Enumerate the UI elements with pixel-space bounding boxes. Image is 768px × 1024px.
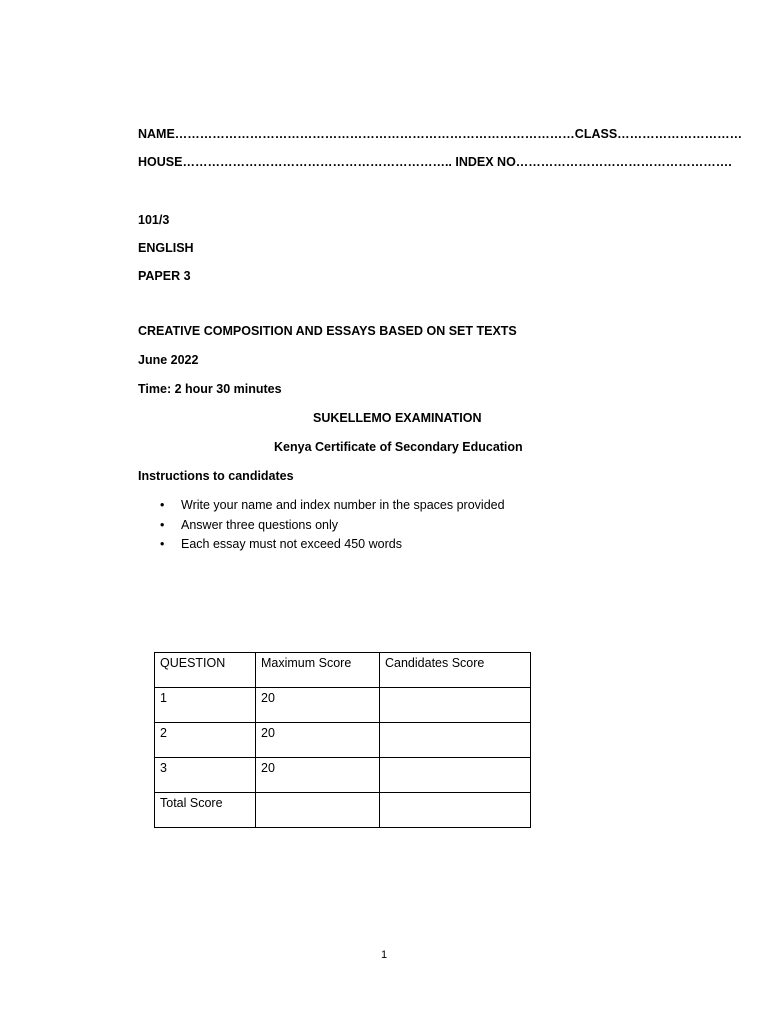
instructions-list bbox=[138, 497, 505, 556]
bullet-icon: • bbox=[160, 498, 165, 512]
table-row bbox=[155, 688, 531, 723]
paper-number: PAPER 3 bbox=[138, 269, 191, 283]
header-cell-max-score: Maximum Score bbox=[256, 653, 380, 688]
instruction-text: Write your name and index number in the spaces provided bbox=[181, 498, 505, 512]
bullet-icon: • bbox=[160, 537, 165, 551]
candidate-score-cell[interactable] bbox=[380, 723, 531, 758]
question-cell: 3 bbox=[155, 758, 256, 793]
instruction-text: Each essay must not exceed 450 words bbox=[181, 537, 402, 551]
house-index-line: HOUSE……………………………………………………….. INDEX NO……………………………………………. bbox=[138, 155, 732, 169]
list-item bbox=[138, 497, 505, 517]
score-table bbox=[154, 652, 531, 828]
instruction-text: Answer three questions only bbox=[181, 517, 339, 532]
bullet-icon: • bbox=[160, 517, 165, 532]
total-candidate-cell[interactable] bbox=[380, 793, 531, 828]
max-score-cell: 20 bbox=[256, 758, 380, 793]
candidate-score-cell[interactable] bbox=[380, 758, 531, 793]
paper-code: 101/3 bbox=[138, 213, 170, 227]
table-header-row bbox=[155, 653, 531, 688]
name-class-line: NAME……………………………………………………………………………………CLASS………………………… bbox=[138, 127, 743, 141]
list-item bbox=[138, 517, 505, 537]
exam-time: Time: 2 hour 30 minutes bbox=[138, 382, 282, 396]
exam-date: June 2022 bbox=[138, 353, 199, 367]
exam-name: SUKELLEMO EXAMINATION bbox=[313, 411, 482, 425]
paper-title: CREATIVE COMPOSITION AND ESSAYS BASED ON SET TEXTS bbox=[138, 324, 517, 338]
instructions-heading: Instructions to candidates bbox=[138, 469, 294, 483]
table-row-total bbox=[155, 793, 531, 828]
total-max-cell bbox=[256, 793, 380, 828]
header-cell-candidate-score: Candidates Score bbox=[380, 653, 531, 688]
total-label-cell: Total Score bbox=[155, 793, 256, 828]
table-row bbox=[155, 723, 531, 758]
question-cell: 2 bbox=[155, 723, 256, 758]
max-score-cell: 20 bbox=[256, 723, 380, 758]
header-cell-question: QUESTION bbox=[155, 653, 256, 688]
list-item bbox=[138, 536, 505, 556]
candidate-score-cell[interactable] bbox=[380, 688, 531, 723]
table-row bbox=[155, 758, 531, 793]
page-number: 1 bbox=[380, 949, 388, 961]
question-cell: 1 bbox=[155, 688, 256, 723]
certificate-name: Kenya Certificate of Secondary Education bbox=[274, 440, 523, 454]
max-score-cell: 20 bbox=[256, 688, 380, 723]
subject: ENGLISH bbox=[138, 241, 194, 255]
